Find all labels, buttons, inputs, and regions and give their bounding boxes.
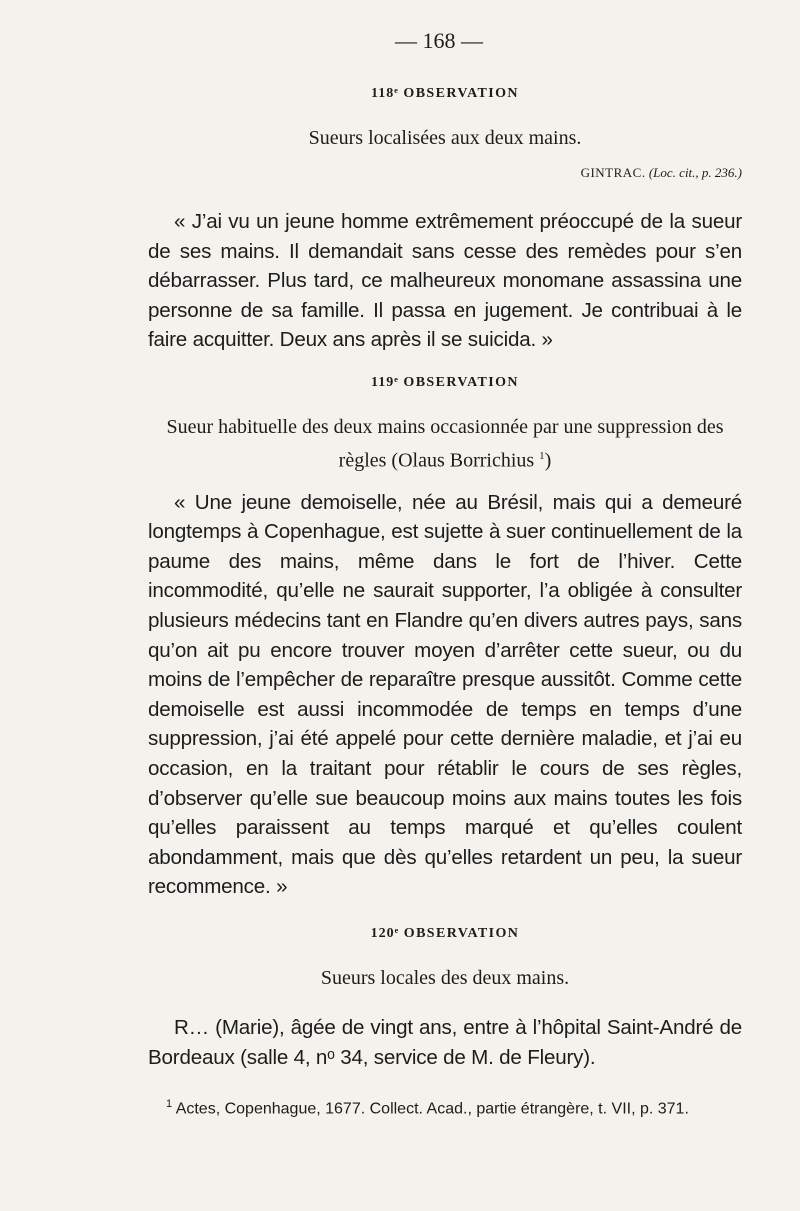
observation-number: 119ᵉ <box>371 374 399 390</box>
observation-title-text: Sueur habituelle des deux mains occasionnée par une suppression des règles (Olaus Borrichius <box>166 415 724 472</box>
observation-heading <box>148 375 742 391</box>
observation-heading <box>148 926 742 942</box>
citation <box>148 165 742 181</box>
observation-label: OBSERVATION <box>403 925 520 941</box>
observation-title: Sueurs locales des deux mains. <box>320 966 570 989</box>
observation-text: R… (Marie), âgée de vingt ans, entre à l’hôpital Saint-André de Bordeaux (salle 4, nᵒ 34, service de M. de Fleury). <box>148 1015 742 1069</box>
observation-title-end: ) <box>544 449 552 472</box>
observation-title: Sueurs localisées aux deux mains. <box>308 127 582 149</box>
observation-label: OBSERVATION <box>403 86 519 101</box>
footnote-area <box>148 1092 742 1121</box>
observation-text: « Une jeune demoiselle, née au Brésil, mais qui a demeuré longtemps à Copenhague, est sujette à suer continuellement de la paume des mains, même dans le fort de l’hiver. Cette incommodité, qu’elle ne saurait supporter, l’a obligée à consulter plusieurs médecins tant en Flandre qu’en divers autres pays, sans qu’on ait pu encore trouver moyen d’arrêter cette sueur, ou du moins de l’empêcher de reparaître presque aussitôt. Comme cette demoiselle est aussi incommodée de temps en temps d’une suppression, j’ai été appelé pour cette dernière maladie, et j’ai eu occasion, en la traitant pour rétablir le cours de ses règles, d’observer qu’elle sue beaucoup moins aux mains toutes les fois qu’elles paraissent au temps marqué et qu’elles coulent abondamment, mais que dès qu’elles retardent un peu, la sueur recommence. » <box>148 490 742 899</box>
footnote <box>148 1092 742 1121</box>
citation-reference: (Loc. cit., p. 236.) <box>648 165 742 180</box>
footnote-number: 1 <box>166 1098 173 1111</box>
footnote-marker: 1 <box>539 449 545 462</box>
observation-text: « J’ai vu un jeune homme extrêmement préoccupé de la sueur de ses mains. Il demandait sans cesse des remèdes pour s’en débarrasser. Plus tard, ce malheureux monomane assassina une personne de sa famille. Il passa en jugement. Je contribuai à le faire acquitter. Deux ans après il se suicida. » <box>148 210 742 352</box>
observation-number: 118ᵉ <box>371 86 399 101</box>
footnote-text: Actes, Copenhague, 1677. Collect. Acad., partie étrangère, t. VII, p. 371. <box>175 1100 689 1118</box>
observation-heading <box>148 86 742 102</box>
observation-title <box>148 413 742 476</box>
observation-number: 120ᵉ <box>370 925 400 941</box>
page-number: — 168 — <box>395 28 483 53</box>
page-content <box>148 28 742 1121</box>
citation-source: GINTRAC. <box>580 165 646 180</box>
observation-label: OBSERVATION <box>403 374 519 390</box>
